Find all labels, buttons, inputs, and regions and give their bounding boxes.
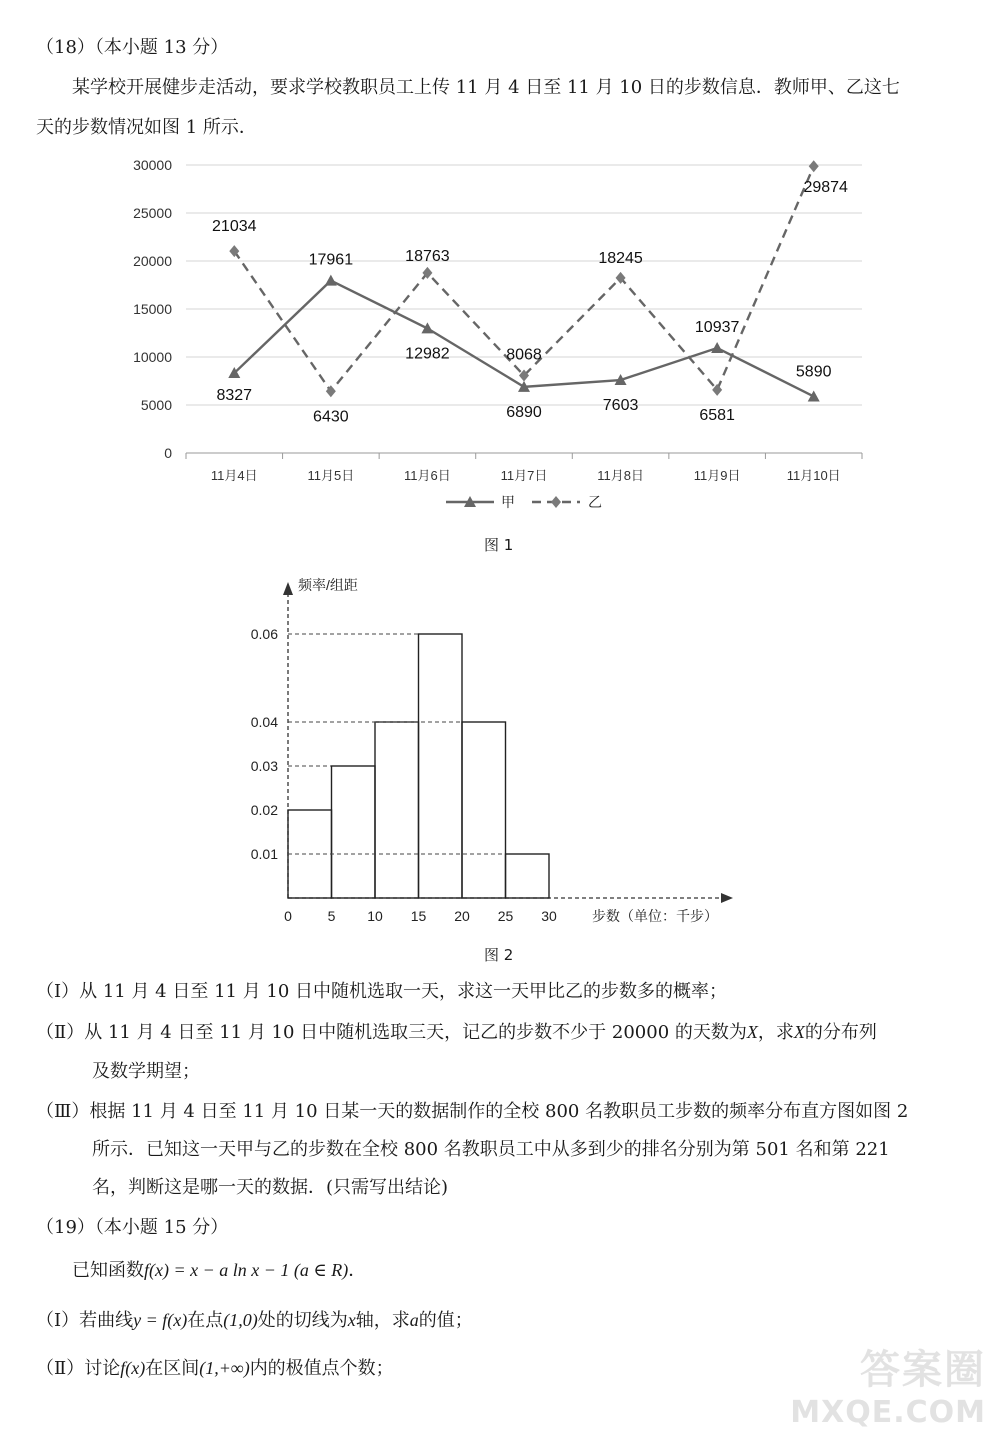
histogram-bar — [332, 766, 376, 898]
data-point-甲 — [421, 322, 433, 333]
data-label-乙: 18245 — [598, 249, 643, 267]
x-tick-label: 15 — [410, 908, 427, 924]
histogram-bar — [506, 854, 550, 898]
y-tick-label: 0.03 — [250, 758, 278, 774]
y-tick-label: 5000 — [140, 397, 172, 413]
q19-part1-text-e: 的值； — [418, 1310, 473, 1331]
histogram-bar — [462, 722, 506, 898]
q19-given — [72, 1258, 366, 1283]
y-tick-label: 0.06 — [250, 626, 278, 642]
y-tick-label: 25000 — [133, 205, 172, 221]
data-label-甲: 5890 — [795, 363, 832, 381]
x-tick-label: 11月7日 — [500, 468, 548, 483]
x-tick-label: 5 — [327, 908, 336, 924]
legend-label-甲: 甲 — [501, 494, 515, 510]
histogram-bar — [375, 722, 419, 898]
histogram-bar — [419, 634, 463, 898]
data-label-甲: 6890 — [506, 403, 542, 421]
q18-part2-line1 — [36, 1020, 877, 1045]
y-tick-label: 10000 — [133, 349, 172, 365]
q18-part3-line3: 名，判断这是哪一天的数据．(只需写出结论) — [92, 1177, 449, 1198]
q18-intro-line2: 天的步数情况如图 1 所示． — [36, 117, 257, 138]
y-tick-label: 0.01 — [250, 846, 278, 862]
q18-part3-line2: 所示．已知这一天甲与乙的步数在全校 800 名教职员工中从多到少的排名分别为第 501 名和第 221 — [92, 1139, 890, 1160]
data-label-乙: 6430 — [313, 408, 349, 426]
q18-header: （18）（本小题 13 分） — [36, 37, 229, 58]
q19-part2-text-a: （Ⅱ）讨论 — [36, 1358, 121, 1379]
data-label-乙: 29874 — [803, 179, 848, 197]
y-axis-title: 频率/组距 — [298, 577, 358, 593]
q19-part2-interval: (1,+∞) — [199, 1358, 250, 1378]
q19-part1-curve: y = f(x) — [133, 1310, 188, 1330]
q19-part1-x: x — [347, 1310, 356, 1330]
watermark-logo — [790, 1338, 986, 1430]
figure-2-histogram — [0, 570, 1000, 940]
figure-2-caption: 图 2 — [484, 946, 514, 964]
x-tick-label: 0 — [284, 908, 292, 924]
x-tick-label: 11月10日 — [786, 468, 841, 483]
q19-part2-text-c: 内的极值点个数； — [249, 1358, 394, 1379]
watermark-line1: 答案圈 — [860, 1347, 986, 1393]
x-tick-label: 30 — [541, 908, 557, 924]
q19-given-end: ． — [348, 1260, 367, 1281]
data-label-甲: 17961 — [308, 251, 354, 269]
q19-part2-fx: f(x) — [120, 1358, 146, 1378]
x-axis-title: 步数（单位：千步） — [592, 908, 718, 924]
y-tick-label: 30000 — [133, 157, 172, 173]
q18-part2-var-x2: X — [793, 1022, 805, 1042]
x-tick-label: 11月8日 — [597, 468, 644, 483]
x-tick-label: 11月6日 — [404, 468, 451, 483]
x-tick-label: 11月5日 — [307, 468, 355, 483]
y-tick-label: 0 — [164, 445, 172, 461]
legend-marker-乙 — [551, 496, 561, 508]
y-tick-label: 0.04 — [250, 714, 278, 730]
x-tick-label: 25 — [497, 908, 514, 924]
q19-part1-a: a — [409, 1310, 419, 1330]
q19-part1-text-b: 在点 — [187, 1310, 224, 1331]
data-point-乙 — [809, 160, 819, 172]
data-label-乙: 6581 — [699, 406, 735, 424]
q19-given-text: 已知函数 — [72, 1260, 144, 1281]
q18-part2-text-b: ，求 — [757, 1022, 794, 1043]
q19-part2 — [36, 1356, 394, 1381]
data-label-甲: 10937 — [694, 319, 740, 337]
q18-part2-line2: 及数学期望； — [92, 1061, 200, 1082]
data-point-甲 — [325, 275, 337, 286]
y-tick-label: 15000 — [133, 301, 172, 317]
data-point-甲 — [808, 390, 820, 401]
data-label-乙: 18763 — [405, 247, 450, 265]
q19-part1-text-d: 轴，求 — [355, 1310, 410, 1331]
q19-part2-text-b: 在区间 — [145, 1358, 200, 1379]
figure-1-line-chart — [0, 145, 1000, 525]
data-point-甲 — [711, 342, 723, 353]
x-axis-arrow — [721, 893, 733, 903]
figure-1-caption: 图 1 — [484, 536, 514, 554]
data-point-乙 — [326, 385, 336, 397]
q18-part2-var-x1: X — [746, 1022, 758, 1042]
y-tick-label: 0.02 — [250, 802, 278, 818]
data-label-甲: 12982 — [405, 345, 450, 363]
x-tick-label: 20 — [454, 908, 470, 924]
q18-part2-text-a: （Ⅱ）从 11 月 4 日至 11 月 10 日中随机选取三天，记乙的步数不少于 20000 的天数为 — [36, 1022, 747, 1043]
data-label-乙: 21034 — [212, 218, 257, 236]
x-tick-label: 11月4日 — [210, 468, 258, 483]
q19-part1 — [36, 1308, 473, 1333]
watermark-line2: MXQE.COM — [790, 1395, 986, 1430]
q19-header: （19）（本小题 15 分） — [36, 1217, 229, 1238]
q18-part3-line1: （Ⅲ）根据 11 月 4 日至 11 月 10 日某一天的数据制作的全校 800 名教职员工步数的频率分布直方图如图 2 — [36, 1101, 909, 1122]
q18-part2-text-c: 的分布列 — [804, 1022, 877, 1043]
y-tick-label: 20000 — [133, 253, 172, 269]
q18-part1: （Ⅰ）从 11 月 4 日至 11 月 10 日中随机选取一天，求这一天甲比乙的步数多的概率； — [36, 981, 728, 1002]
q19-part1-text-a: （Ⅰ）若曲线 — [36, 1310, 134, 1331]
x-tick-label: 11月9日 — [693, 468, 741, 483]
legend-label-乙: 乙 — [588, 494, 602, 510]
data-label-甲: 8327 — [216, 387, 253, 405]
q18-intro-line1: 某学校开展健步走活动，要求学校教职员工上传 11 月 4 日至 11 月 10 日的步数信息．教师甲、乙这七 — [72, 77, 900, 98]
y-axis-arrow — [283, 582, 293, 595]
q19-part1-point: (1,0) — [223, 1310, 258, 1330]
data-label-甲: 7603 — [602, 397, 639, 415]
q19-part1-text-c: 处的切线为 — [257, 1310, 348, 1331]
x-tick-label: 10 — [367, 908, 383, 924]
q19-function-formula: f(x) = x − a ln x − 1 (a ∈ R) — [144, 1260, 349, 1280]
data-label-乙: 8068 — [506, 346, 542, 364]
